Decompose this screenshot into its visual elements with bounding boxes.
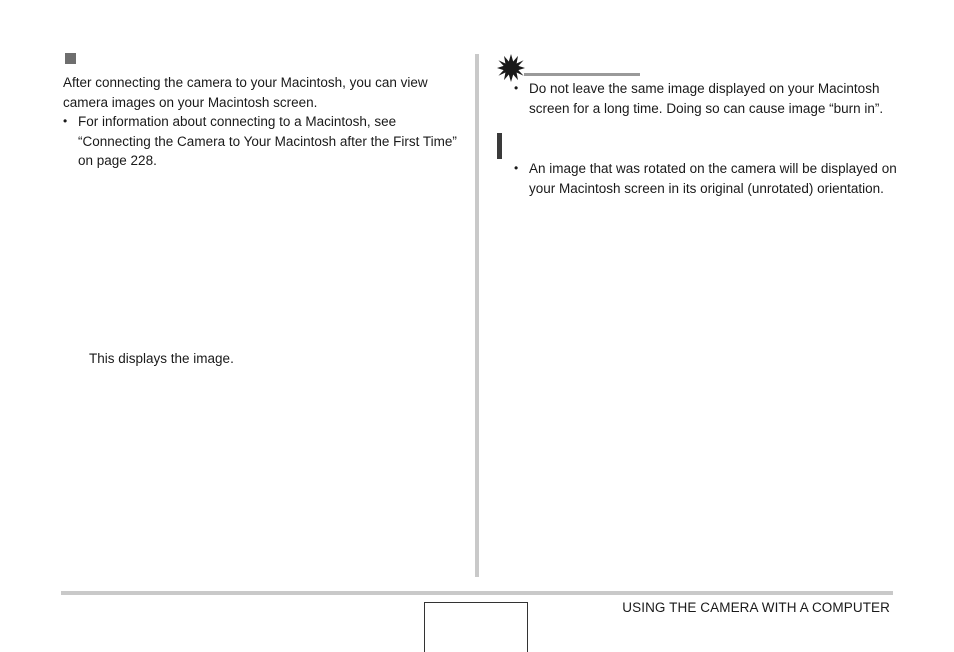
intro-paragraph: After connecting the camera to your Macintosh, you can view camera images on your Macintosh screen. — [63, 75, 428, 110]
bullet-dot: • — [514, 81, 519, 95]
square-bullet-icon — [65, 53, 76, 64]
bullet-dot: • — [63, 114, 68, 128]
bullet-dot: • — [514, 161, 519, 175]
starburst-icon — [497, 54, 525, 82]
bullet-text: For information about connecting to a Macintosh, see “Connecting the Camera to Your Macintosh after the First Time” on page 228. — [78, 114, 457, 169]
page-number-box — [424, 602, 528, 652]
step-result-text: This displays the image. — [89, 351, 234, 366]
section-title: USING THE CAMERA WITH A COMPUTER — [622, 600, 890, 615]
important-header-rule — [524, 73, 640, 76]
footer-divider — [61, 591, 893, 595]
column-divider — [475, 54, 479, 577]
bullet-text: Do not leave the same image displayed on your Macintosh screen for a long time. Doing so can cause image “burn in”. — [529, 81, 884, 116]
section-marker-bar — [497, 133, 502, 159]
bullet-text: An image that was rotated on the camera will be displayed on your Macintosh screen in its original (unrotated) orientation. — [529, 161, 897, 196]
